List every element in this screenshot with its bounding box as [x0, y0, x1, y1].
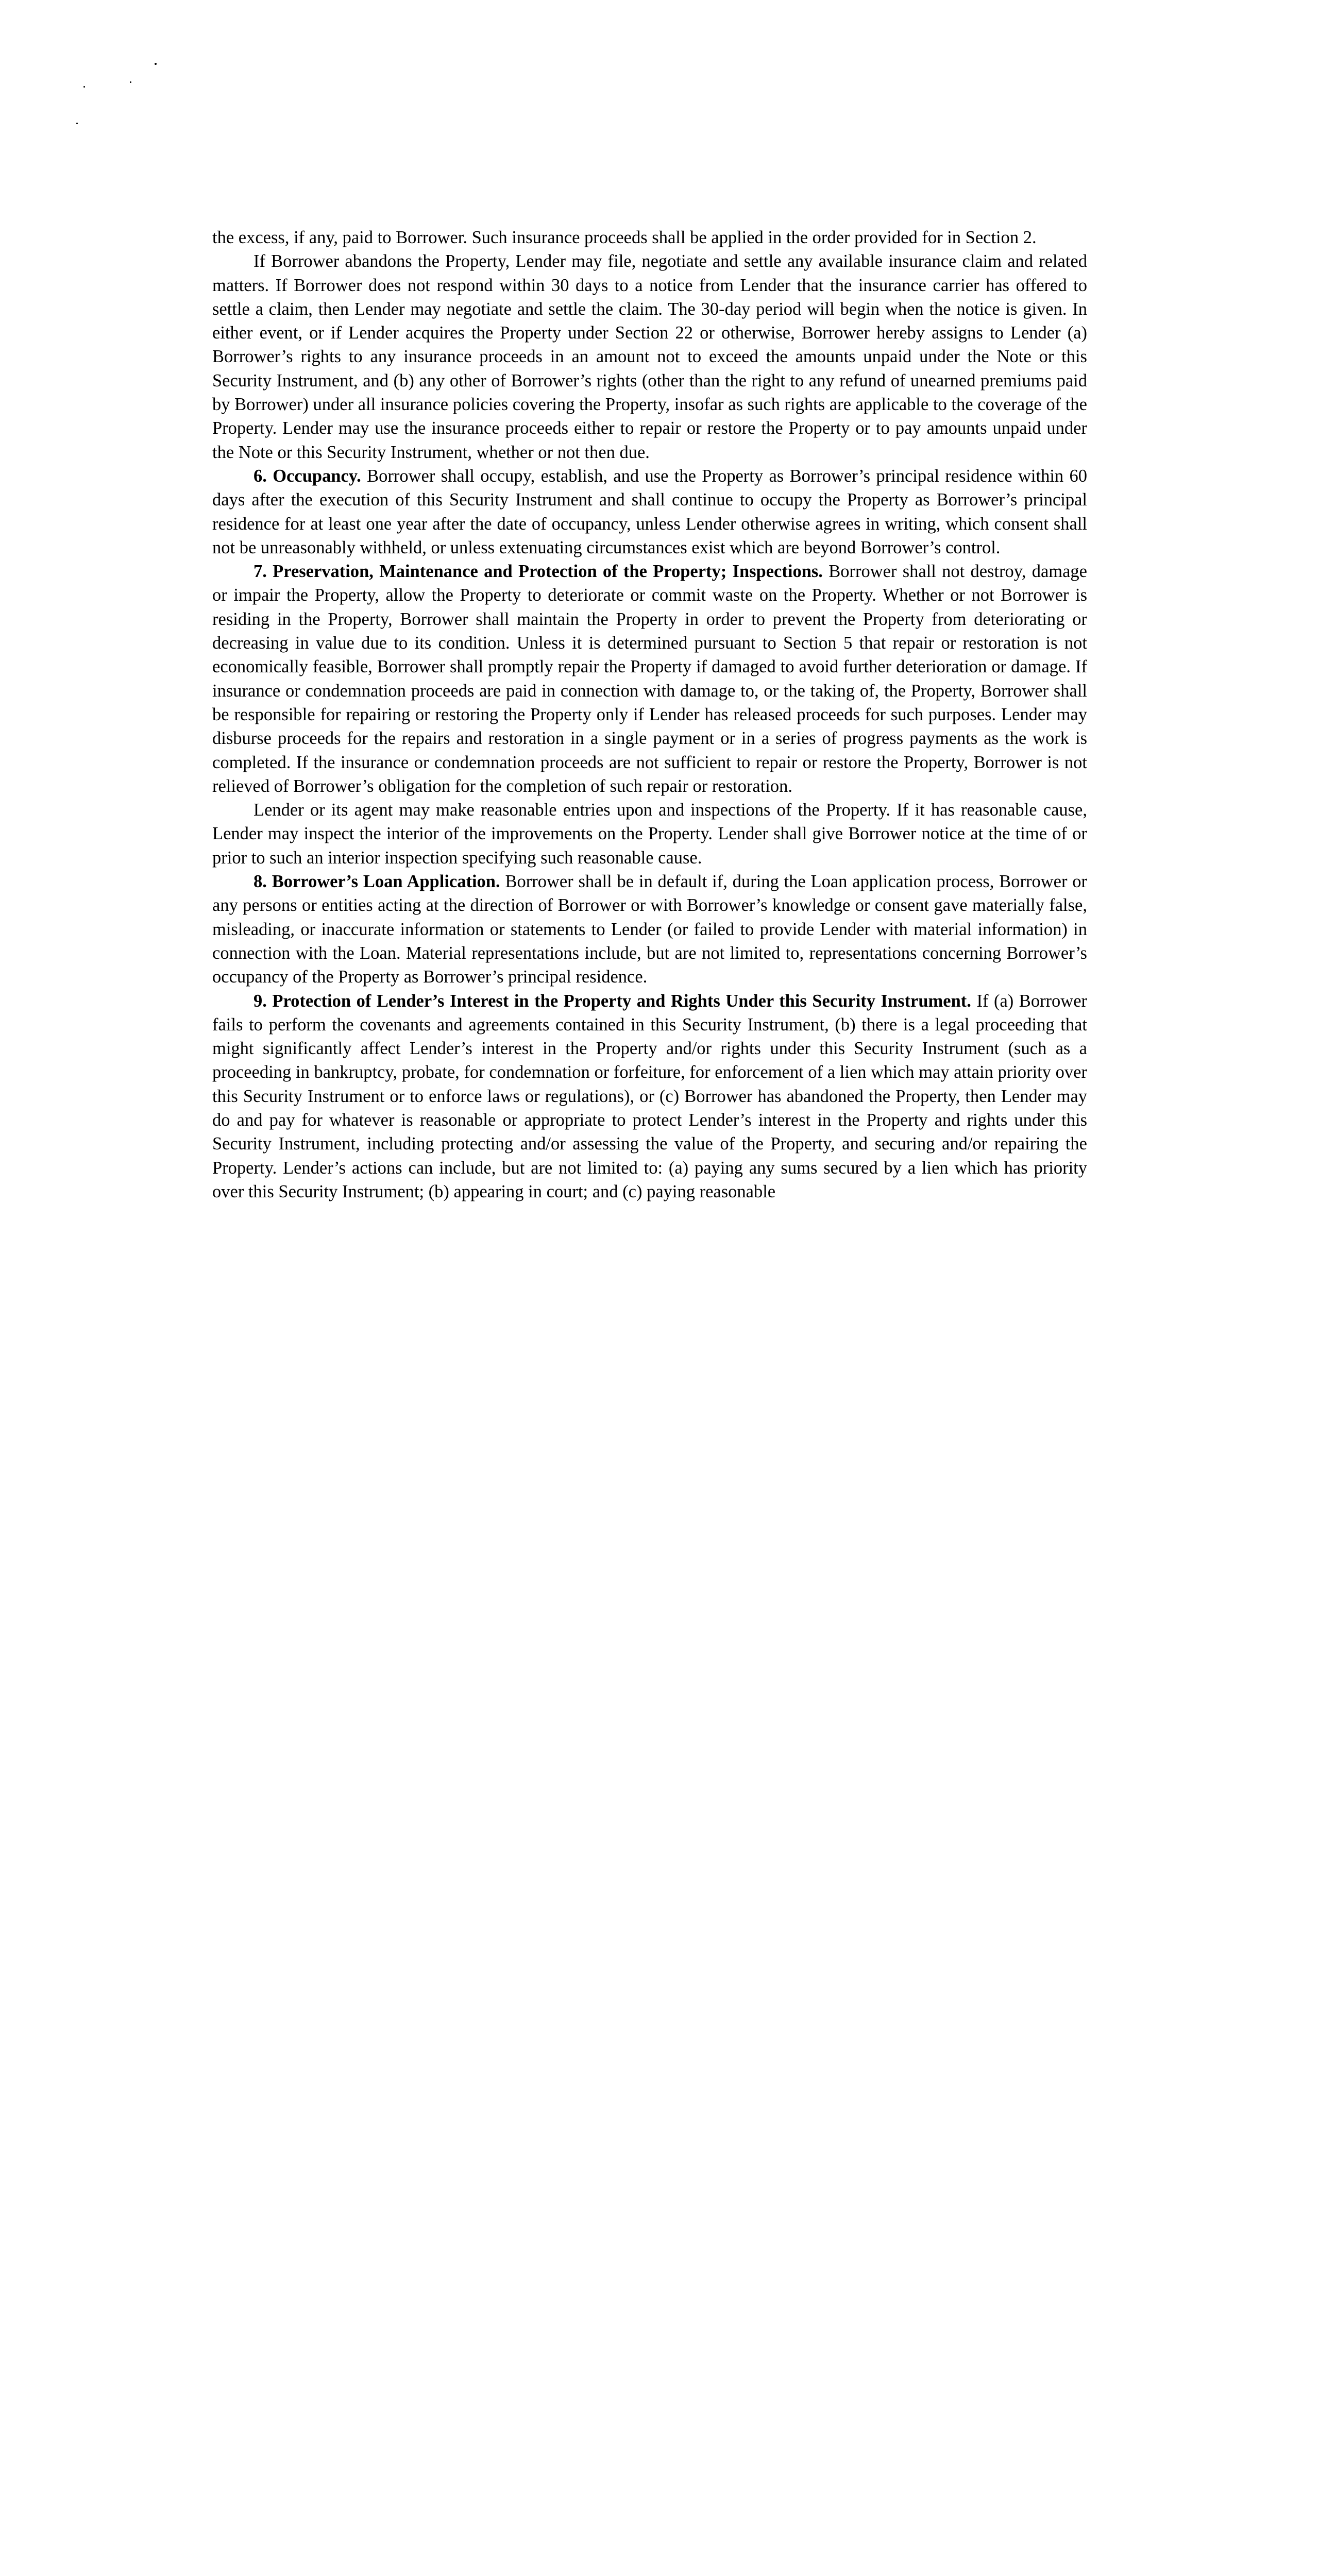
section-text: Borrower shall not destroy, damage or impair the Property, allow the Property to deteriorate or commit waste on the Property. Whether or not Borrower is residing in the Property, Borrower shall maintain the Property in order to prevent the Property from deteriorating or decreasing in value due to its condition. Unless it is determined pursuant to Section 5 that repair or restoration is not economically feasible, Borrower shall promptly repair the Property if damaged to avoid further deterioration or damage. If insurance or condemnation proceeds are paid in connection with damage to, or the taking of, the Property, Borrower shall be responsible for repairing or restoring the Property only if Lender has released proceeds for such purposes. Lender may disburse proceeds for the repairs and restoration in a single payment or in a series of progress payments as the work is completed. If the insurance or condemnation proceeds are not sufficient to repair or restore the Property, Borrower is not relieved of Borrower’s obligation for the completion of such repair or restoration.: [212, 562, 1087, 796]
paragraph-abandonment: [212, 249, 1087, 464]
paragraph-inspections: [212, 798, 1087, 870]
section-9-protection: [212, 989, 1087, 1204]
page-footer: [0, 1437, 1319, 1484]
section-6-occupancy: [212, 464, 1087, 560]
document-body: [212, 226, 1087, 1204]
section-heading: 6. Occupancy.: [253, 466, 361, 486]
section-8-loan-application: [212, 870, 1087, 989]
section-heading: 9. Protection of Lender’s Interest in the Property and Rights Under this Security Instrument.: [253, 991, 971, 1011]
scan-speck: [155, 63, 157, 65]
scan-speck: [76, 123, 78, 124]
scan-speck: [130, 81, 131, 83]
section-text: Borrower shall be in default if, during the Loan application process, Borrower or any persons or entities acting at the direction of Borrower or with Borrower’s knowledge or consent gave materially false, misleading, or inaccurate information or statements to Lender (or failed to provide Lender with material information) in connection with the Loan. Material representations include, but are not limited to, representations concerning Borrower’s occupancy of the Property as Borrower’s principal residence.: [212, 872, 1088, 987]
paragraph-text: If Borrower abandons the Property, Lender may file, negotiate and settle any available insurance claim and related matters. If Borrower does not respond within 30 days to a notice from Lender that the insurance carrier has offered to settle a claim, then Lender may negotiate and settle the claim. The 30-day period will begin when the notice is given. In either event, or if Lender acquires the Property under Section 22 or otherwise, Borrower hereby assigns to Lender (a) Borrower’s rights to any insurance proceeds in an amount not to exceed the amounts unpaid under the Note or this Security Instrument, and (b) any other of Borrower’s rights (other than the right to any refund of unearned premiums paid by Borrower) under all insurance policies covering the Property, insofar as such rights are applicable to the coverage of the Property. Lender may use the insurance proceeds either to repair or restore the Property or to pay amounts unpaid under the Note or this Security Instrument, whether or not then due.: [212, 251, 1087, 462]
paragraph-excess: [212, 226, 1087, 249]
paragraph-text: Lender or its agent may make reasonable entries upon and inspections of the Property. If it has reasonable cause, Lender may inspect the interior of the improvements on the Property. Lender shall give Borrower notice at the time of or prior to such an interior inspection specifying such reasonable cause.: [212, 800, 1087, 868]
section-text: If (a) Borrower fails to perform the covenants and agreements contained in this Security Instrument, (b) there is a legal proceeding that might significantly affect Lender’s interest in the Property and/or rights under this Security Instrument (such as a proceeding in bankruptcy, probate, for condemnation or forfeiture, for enforcement of a lien which may attain priority over this Security Instrument or to enforce laws or regulations), or (c) Borrower has abandoned the Property, then Lender may do and pay for whatever is reasonable or appropriate to protect Lender’s interest in the Property and rights under this Security Instrument, including protecting and/or assessing the value of the Property, and securing and/or repairing the Property. Lender’s actions can include, but are not limited to: (a) paying any sums secured by a lien which has priority over this Security Instrument; (b) appearing in court; and (c) paying reasonable: [212, 991, 1088, 1201]
section-heading: 7. Preservation, Maintenance and Protection of the Property; Inspections.: [253, 562, 823, 582]
scan-speck: [83, 86, 85, 88]
section-7-preservation: [212, 560, 1087, 798]
paragraph-text: the excess, if any, paid to Borrower. Such insurance proceeds shall be applied in the order provided for in Section 2.: [212, 228, 1037, 247]
section-text: Borrower shall occupy, establish, and use the Property as Borrower’s principal residence within 60 days after the execution of this Security Instrument and shall continue to occupy the Property as Borrower’s principal residence for at least one year after the date of occupancy, unless Lender otherwise agrees in writing, which consent shall not be unreasonably withheld, or unless extenuating circumstances exist which are beyond Borrower’s control.: [212, 466, 1088, 557]
section-heading: 8. Borrower’s Loan Application.: [253, 872, 500, 892]
